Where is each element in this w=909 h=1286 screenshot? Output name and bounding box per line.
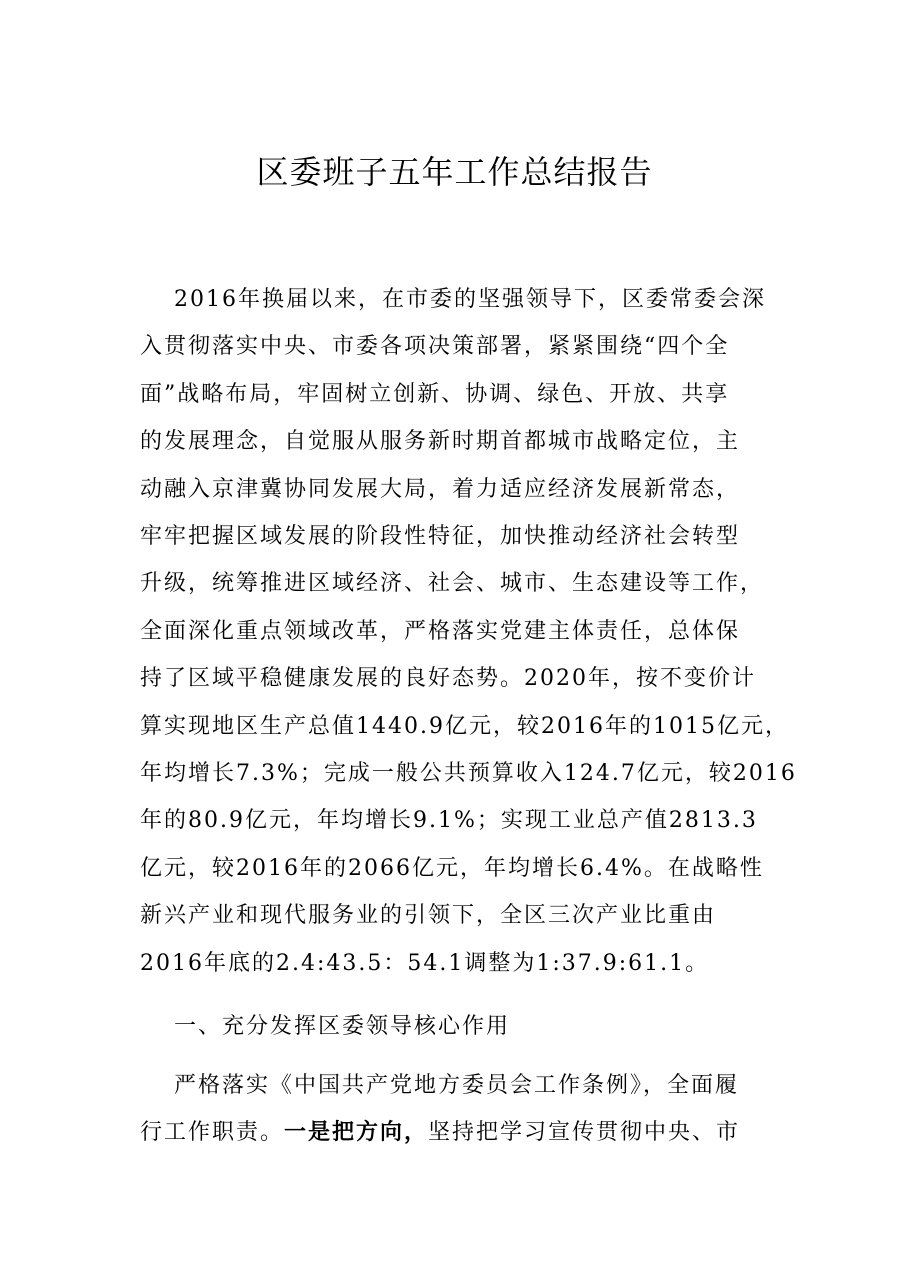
paragraph-line: 面”战略布局，牢固树立创新、协调、绿色、开放、共享: [140, 381, 730, 407]
paragraph-line: 2016年换届以来，在市委的坚强领导下，区委常委会深: [174, 287, 766, 312]
paragraph-line: 亿元，较2016年的2066亿元，年均增长6.4%。在战略性: [140, 855, 764, 881]
emphasis-text: 一是把方向，: [284, 1119, 429, 1146]
paragraph-line: 牢牢把握区域发展的阶段性特征，加快推动经济社会转型: [140, 524, 741, 550]
paragraph-line: 动融入京津冀协同发展大局，着力适应经济发展新常态，: [140, 476, 741, 502]
paragraph-line: 的发展理念，自觉服从服务新时期首都城市战略定位，主: [140, 429, 741, 455]
paragraph-line: 全面深化重点领域改革，严格落实党建主体责任，总体保: [140, 618, 741, 644]
paragraph-line: 持了区域平稳健康发展的良好态势。2020年，按不变价计: [140, 666, 756, 692]
section-heading-text: 一、充分发挥区委领导核心作用: [174, 1014, 511, 1039]
section-heading: [140, 1003, 780, 1050]
paragraph-text: 行工作职责。: [140, 1120, 285, 1146]
paragraph-line: [140, 1109, 780, 1156]
document-title: 区委班子五年工作总结报告: [256, 153, 653, 191]
section-paragraph: [140, 1062, 780, 1157]
intro-paragraph: [140, 276, 797, 987]
paragraph-line: 算实现地区生产总值1440.9亿元，较2016年的1015亿元，: [140, 713, 789, 739]
paragraph-line: 年的80.9亿元，年均增长9.1%；实现工业总产值2813.3: [140, 808, 758, 834]
paragraph-line: 年均增长7.3%；完成一般公共预算收入124.7亿元，较2016: [140, 761, 797, 787]
paragraph-line: 升级，统筹推进区域经济、社会、城市、生态建设等工作，: [140, 571, 765, 597]
paragraph-line: 入贯彻落实中央、市委各项决策部署，紧紧围绕“四个全: [140, 334, 730, 360]
paragraph-line: 新兴产业和现代服务业的引领下，全区三次产业比重由: [140, 903, 717, 929]
paragraph-text: 坚持把学习宣传贯彻中央、市: [428, 1120, 741, 1146]
paragraph-line: 严格落实《中国共产党地方委员会工作条例》，全面履: [174, 1073, 740, 1098]
paragraph-line: 2016年底的2.4:43.5：54.1调整为1:37.9:61.1。: [140, 950, 710, 976]
